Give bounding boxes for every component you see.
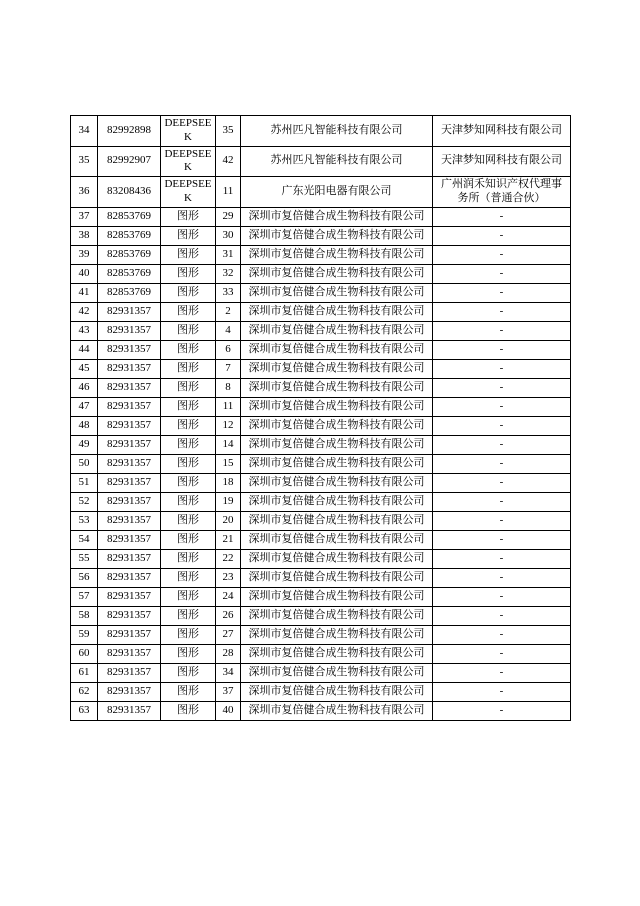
cell-mark: 图形 [161,549,216,568]
cell-agent: - [433,245,571,264]
cell-app-no: 83208436 [98,177,161,208]
cell-agent: - [433,701,571,720]
cell-no: 38 [71,226,98,245]
cell-app-no: 82931357 [98,321,161,340]
cell-mark: 图形 [161,226,216,245]
cell-mark: 图形 [161,492,216,511]
cell-agent: - [433,644,571,663]
cell-agent: - [433,511,571,530]
cell-agent: - [433,625,571,644]
cell-no: 57 [71,587,98,606]
cell-class-no: 18 [216,473,241,492]
cell-applicant: 深圳市复倍健合成生物科技有限公司 [241,473,433,492]
cell-no: 34 [71,116,98,147]
table-row [71,264,571,283]
cell-class-no: 29 [216,207,241,226]
cell-no: 41 [71,283,98,302]
cell-class-no: 2 [216,302,241,321]
cell-agent: - [433,302,571,321]
table-row [71,416,571,435]
cell-app-no: 82931357 [98,416,161,435]
trademark-list-table [70,115,571,721]
cell-mark: 图形 [161,245,216,264]
cell-no: 59 [71,625,98,644]
cell-agent: - [433,359,571,378]
cell-no: 56 [71,568,98,587]
cell-app-no: 82931357 [98,473,161,492]
table-row [71,625,571,644]
cell-no: 47 [71,397,98,416]
cell-agent: - [433,473,571,492]
cell-no: 48 [71,416,98,435]
cell-class-no: 20 [216,511,241,530]
cell-applicant: 深圳市复倍健合成生物科技有限公司 [241,207,433,226]
cell-class-no: 42 [216,146,241,177]
cell-app-no: 82931357 [98,701,161,720]
cell-mark: 图形 [161,644,216,663]
cell-class-no: 34 [216,663,241,682]
cell-mark: 图形 [161,530,216,549]
cell-app-no: 82931357 [98,511,161,530]
cell-app-no: 82931357 [98,397,161,416]
table-row [71,378,571,397]
cell-class-no: 7 [216,359,241,378]
table-row [71,245,571,264]
cell-app-no: 82931357 [98,606,161,625]
cell-app-no: 82931357 [98,378,161,397]
table-row [71,116,571,147]
cell-app-no: 82853769 [98,283,161,302]
table-row [71,454,571,473]
cell-no: 63 [71,701,98,720]
cell-no: 43 [71,321,98,340]
cell-app-no: 82931357 [98,682,161,701]
cell-class-no: 37 [216,682,241,701]
cell-app-no: 82931357 [98,644,161,663]
cell-class-no: 27 [216,625,241,644]
trademark-table-body [71,116,571,721]
cell-app-no: 82931357 [98,340,161,359]
cell-applicant: 苏州匹凡智能科技有限公司 [241,146,433,177]
cell-no: 37 [71,207,98,226]
cell-class-no: 40 [216,701,241,720]
cell-agent: - [433,682,571,701]
cell-mark: 图形 [161,568,216,587]
cell-agent: 广州润禾知识产权代理事务所（普通合伙） [433,177,571,208]
cell-applicant: 深圳市复倍健合成生物科技有限公司 [241,226,433,245]
cell-no: 49 [71,435,98,454]
cell-app-no: 82931357 [98,549,161,568]
cell-class-no: 8 [216,378,241,397]
cell-mark: DEEPSEEK [161,177,216,208]
cell-mark: 图形 [161,321,216,340]
table-row [71,606,571,625]
cell-applicant: 深圳市复倍健合成生物科技有限公司 [241,283,433,302]
cell-mark: 图形 [161,416,216,435]
table-row [71,397,571,416]
cell-class-no: 15 [216,454,241,473]
cell-mark: 图形 [161,682,216,701]
cell-app-no: 82853769 [98,264,161,283]
cell-app-no: 82931357 [98,454,161,473]
cell-app-no: 82992898 [98,116,161,147]
cell-class-no: 12 [216,416,241,435]
cell-applicant: 深圳市复倍健合成生物科技有限公司 [241,359,433,378]
cell-mark: 图形 [161,435,216,454]
table-row [71,549,571,568]
cell-class-no: 11 [216,177,241,208]
cell-agent: - [433,530,571,549]
cell-applicant: 深圳市复倍健合成生物科技有限公司 [241,568,433,587]
cell-agent: - [433,492,571,511]
cell-mark: 图形 [161,207,216,226]
cell-no: 51 [71,473,98,492]
cell-mark: 图形 [161,397,216,416]
table-row [71,568,571,587]
table-row [71,663,571,682]
cell-applicant: 深圳市复倍健合成生物科技有限公司 [241,701,433,720]
cell-app-no: 82931357 [98,587,161,606]
cell-app-no: 82931357 [98,568,161,587]
cell-app-no: 82853769 [98,207,161,226]
table-row [71,146,571,177]
cell-mark: 图形 [161,511,216,530]
table-row [71,473,571,492]
cell-no: 44 [71,340,98,359]
cell-applicant: 深圳市复倍健合成生物科技有限公司 [241,397,433,416]
cell-mark: 图形 [161,587,216,606]
cell-app-no: 82931357 [98,530,161,549]
table-row [71,207,571,226]
table-row [71,340,571,359]
cell-mark: 图形 [161,454,216,473]
cell-agent: - [433,378,571,397]
table-row [71,530,571,549]
cell-no: 40 [71,264,98,283]
cell-agent: 天津梦知网科技有限公司 [433,146,571,177]
cell-applicant: 深圳市复倍健合成生物科技有限公司 [241,606,433,625]
cell-class-no: 19 [216,492,241,511]
cell-applicant: 深圳市复倍健合成生物科技有限公司 [241,264,433,283]
cell-class-no: 30 [216,226,241,245]
table-row [71,321,571,340]
cell-agent: - [433,435,571,454]
cell-agent: - [433,416,571,435]
cell-applicant: 深圳市复倍健合成生物科技有限公司 [241,378,433,397]
cell-applicant: 广东光阳电器有限公司 [241,177,433,208]
cell-agent: - [433,283,571,302]
cell-no: 58 [71,606,98,625]
cell-agent: - [433,663,571,682]
cell-applicant: 深圳市复倍健合成生物科技有限公司 [241,663,433,682]
cell-class-no: 26 [216,606,241,625]
table-row [71,302,571,321]
cell-mark: 图形 [161,625,216,644]
table-row [71,226,571,245]
cell-mark: 图形 [161,359,216,378]
cell-no: 39 [71,245,98,264]
cell-applicant: 深圳市复倍健合成生物科技有限公司 [241,625,433,644]
table-row [71,701,571,720]
cell-class-no: 14 [216,435,241,454]
cell-app-no: 82853769 [98,245,161,264]
cell-mark: 图形 [161,473,216,492]
table-row [71,644,571,663]
cell-class-no: 28 [216,644,241,663]
cell-agent: - [433,568,571,587]
cell-class-no: 22 [216,549,241,568]
cell-mark: 图形 [161,340,216,359]
cell-agent: - [433,226,571,245]
cell-no: 36 [71,177,98,208]
table-row [71,511,571,530]
cell-mark: DEEPSEEK [161,146,216,177]
cell-applicant: 深圳市复倍健合成生物科技有限公司 [241,644,433,663]
cell-class-no: 31 [216,245,241,264]
cell-applicant: 深圳市复倍健合成生物科技有限公司 [241,302,433,321]
cell-mark: 图形 [161,663,216,682]
cell-mark: 图形 [161,302,216,321]
cell-class-no: 6 [216,340,241,359]
cell-agent: - [433,549,571,568]
cell-agent: - [433,587,571,606]
cell-agent: - [433,340,571,359]
cell-agent: - [433,606,571,625]
cell-class-no: 4 [216,321,241,340]
cell-no: 61 [71,663,98,682]
cell-class-no: 32 [216,264,241,283]
cell-agent: - [433,207,571,226]
cell-class-no: 33 [216,283,241,302]
cell-class-no: 11 [216,397,241,416]
cell-no: 54 [71,530,98,549]
cell-applicant: 深圳市复倍健合成生物科技有限公司 [241,321,433,340]
cell-class-no: 21 [216,530,241,549]
cell-agent: - [433,321,571,340]
table-row [71,435,571,454]
cell-no: 55 [71,549,98,568]
cell-class-no: 35 [216,116,241,147]
cell-class-no: 24 [216,587,241,606]
cell-applicant: 深圳市复倍健合成生物科技有限公司 [241,549,433,568]
cell-app-no: 82931357 [98,663,161,682]
cell-mark: 图形 [161,283,216,302]
cell-mark: 图形 [161,264,216,283]
cell-mark: 图形 [161,701,216,720]
cell-app-no: 82853769 [98,226,161,245]
cell-app-no: 82931357 [98,302,161,321]
cell-agent: - [433,264,571,283]
cell-app-no: 82931357 [98,359,161,378]
cell-mark: 图形 [161,378,216,397]
table-row [71,587,571,606]
cell-app-no: 82931357 [98,492,161,511]
cell-applicant: 深圳市复倍健合成生物科技有限公司 [241,511,433,530]
cell-app-no: 82931357 [98,625,161,644]
table-row [71,492,571,511]
cell-agent: 天津梦知网科技有限公司 [433,116,571,147]
cell-no: 46 [71,378,98,397]
table-row [71,359,571,378]
cell-applicant: 深圳市复倍健合成生物科技有限公司 [241,454,433,473]
cell-no: 53 [71,511,98,530]
cell-no: 52 [71,492,98,511]
cell-mark: 图形 [161,606,216,625]
cell-mark: DEEPSEEK [161,116,216,147]
cell-applicant: 苏州匹凡智能科技有限公司 [241,116,433,147]
cell-no: 50 [71,454,98,473]
cell-applicant: 深圳市复倍健合成生物科技有限公司 [241,245,433,264]
cell-applicant: 深圳市复倍健合成生物科技有限公司 [241,587,433,606]
cell-applicant: 深圳市复倍健合成生物科技有限公司 [241,340,433,359]
cell-no: 45 [71,359,98,378]
cell-app-no: 82992907 [98,146,161,177]
cell-no: 62 [71,682,98,701]
table-row [71,283,571,302]
cell-no: 60 [71,644,98,663]
cell-app-no: 82931357 [98,435,161,454]
table-row [71,177,571,208]
table-row [71,682,571,701]
cell-agent: - [433,454,571,473]
cell-no: 42 [71,302,98,321]
cell-applicant: 深圳市复倍健合成生物科技有限公司 [241,682,433,701]
cell-class-no: 23 [216,568,241,587]
cell-applicant: 深圳市复倍健合成生物科技有限公司 [241,492,433,511]
cell-no: 35 [71,146,98,177]
cell-applicant: 深圳市复倍健合成生物科技有限公司 [241,530,433,549]
cell-agent: - [433,397,571,416]
cell-applicant: 深圳市复倍健合成生物科技有限公司 [241,435,433,454]
cell-applicant: 深圳市复倍健合成生物科技有限公司 [241,416,433,435]
